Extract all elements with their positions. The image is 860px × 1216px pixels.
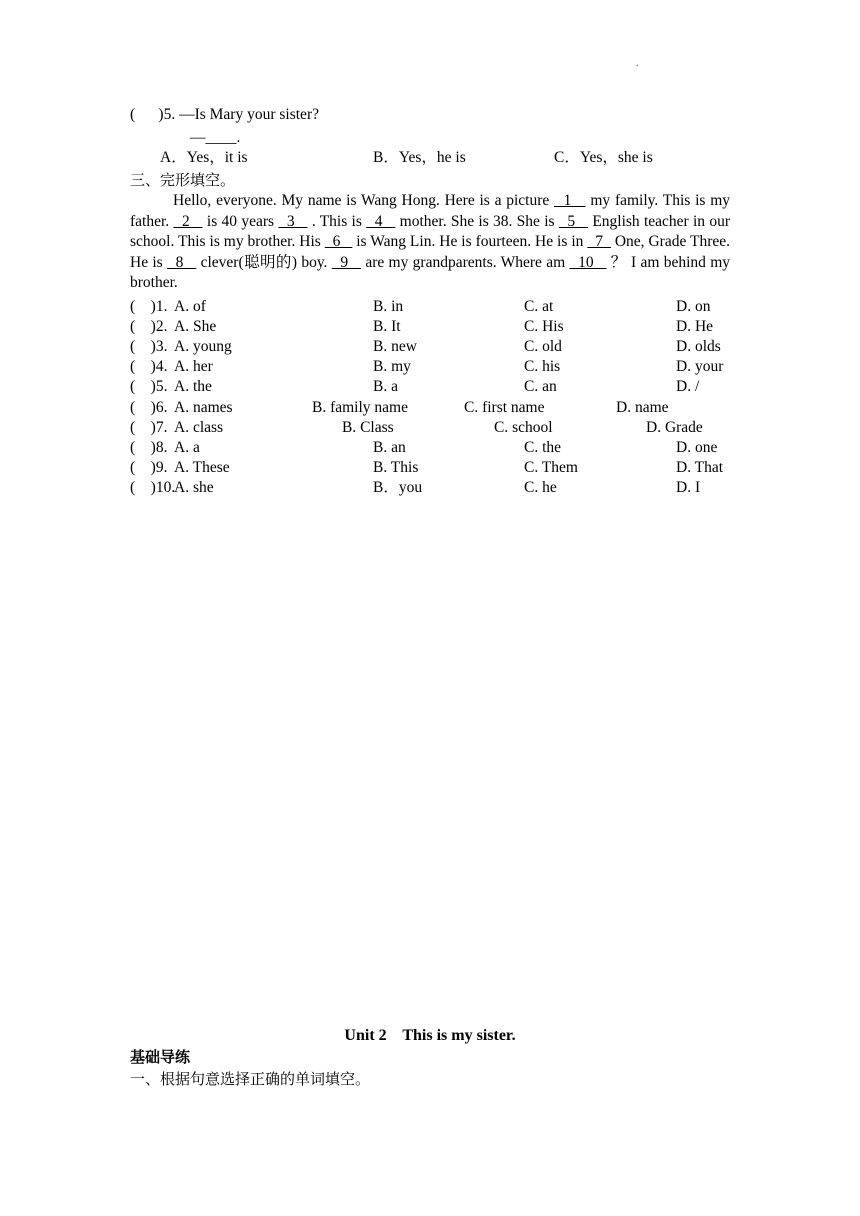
- question-number: ( )3.: [130, 338, 168, 356]
- passage-blank: 5: [558, 212, 589, 230]
- question-row: [130, 297, 740, 317]
- question-number: ( )7.: [130, 418, 168, 436]
- option-a: A. her: [174, 358, 213, 376]
- option-d: D. on: [676, 298, 711, 315]
- option-d: D. That: [676, 458, 724, 476]
- passage-text: is 40 years: [202, 212, 279, 230]
- option-d: D. He: [676, 318, 714, 336]
- option-b: B. an: [373, 438, 406, 456]
- passage-text: are my grandparents. Where am: [361, 253, 570, 271]
- option-b: B. family name: [312, 398, 408, 416]
- option-c: C. his: [524, 358, 561, 376]
- section1-title: 一、根据句意选择正确的单词填空。: [130, 1070, 371, 1088]
- option-c: C. an: [524, 378, 557, 396]
- q5-question: —Is Mary your sister?: [179, 106, 319, 123]
- passage-text: Hello, everyone. My name is Wang Hong. Here is a picture: [173, 192, 555, 209]
- option-b: B. Class: [342, 418, 394, 436]
- passage-blank: 2: [173, 212, 203, 230]
- passage-blank: 7: [587, 233, 611, 250]
- unit-title: Unit 2 This is my sister.: [344, 1027, 516, 1044]
- passage-text: is Wang Lin. He is fourteen. He is in: [352, 233, 588, 250]
- question-row: [130, 478, 740, 498]
- option-c: C. the: [524, 438, 562, 456]
- passage-text: mother. She is 38. She is: [395, 212, 559, 230]
- option-c: C. first name: [464, 398, 545, 416]
- question-number: ( )5.: [130, 378, 168, 396]
- question-row: [130, 317, 740, 337]
- option-b: B. my: [373, 358, 411, 376]
- q5-option-c: C．Yes，she is: [554, 149, 653, 166]
- question-row: [130, 438, 740, 458]
- q5-prefix: ( )5.: [130, 106, 180, 123]
- option-a: A. names: [174, 398, 233, 416]
- question-number: ( )10.: [130, 478, 176, 496]
- passage-blank: 1: [554, 192, 586, 209]
- q5-options: [130, 148, 740, 168]
- passage-text: ？ I am behind my brother.: [130, 253, 731, 291]
- passage-blank: 10: [569, 253, 607, 271]
- question-row: [130, 418, 740, 438]
- passage-text: clever(聪明的) boy.: [196, 253, 332, 271]
- option-d: D. olds: [676, 338, 721, 356]
- option-d: D. name: [616, 398, 669, 416]
- passage-blank: 6: [324, 233, 353, 250]
- passage-body: [130, 192, 730, 291]
- option-b: B. in: [373, 298, 404, 315]
- option-c: C. Them: [524, 458, 578, 476]
- option-c: C. school: [494, 418, 553, 436]
- option-d: D. your: [676, 358, 724, 376]
- option-d: D. Grade: [646, 418, 703, 436]
- question-number: ( )8.: [130, 438, 168, 456]
- option-a: A. she: [174, 478, 214, 496]
- option-a: A. the: [174, 378, 212, 396]
- q5-option-a: A．Yes，it is: [160, 149, 248, 166]
- option-b: B. This: [373, 458, 419, 476]
- option-a: A. class: [174, 418, 224, 436]
- option-b: B．you: [373, 478, 423, 496]
- option-a: A. of: [174, 298, 206, 315]
- question-number: ( )1.: [130, 298, 168, 315]
- section3-title: 三、完形填空。: [130, 171, 236, 189]
- q5-answer-line: —____.: [190, 129, 241, 146]
- option-d: D. I: [676, 478, 701, 496]
- question-row: [130, 458, 740, 478]
- option-c: C. he: [524, 478, 557, 496]
- passage-blank: 4: [366, 212, 396, 230]
- question-row: [130, 377, 740, 397]
- question-row: [130, 357, 740, 377]
- passage-blank: 9: [331, 253, 362, 271]
- option-c: C. old: [524, 338, 562, 356]
- option-c: C. His: [524, 318, 564, 336]
- option-d: D. one: [676, 438, 718, 456]
- question-number: ( )4.: [130, 358, 168, 376]
- basic-practice-heading: 基础导练: [130, 1048, 191, 1066]
- option-b: B. a: [373, 378, 398, 396]
- passage-text: . This is: [307, 212, 367, 230]
- option-a: A. a: [174, 438, 200, 456]
- q5-option-b: B．Yes，he is: [373, 149, 466, 166]
- option-d: D. /: [676, 378, 700, 396]
- cloze-passage: [130, 191, 730, 294]
- option-c: C. at: [524, 298, 554, 315]
- option-a: A. She: [174, 318, 217, 336]
- question-number: ( )9.: [130, 458, 168, 476]
- option-a: A. young: [174, 338, 232, 356]
- question-number: ( )2.: [130, 318, 168, 336]
- passage-text: my family. This is my father.: [130, 192, 730, 230]
- option-b: B. It: [373, 318, 401, 336]
- q5-question-line: [130, 105, 319, 125]
- passage-text: English teacher in our school. This is my brother. His: [130, 212, 730, 250]
- question-number: ( )6.: [130, 398, 168, 416]
- question-row: [130, 398, 740, 418]
- passage-blank: 8: [167, 253, 197, 271]
- passage-text: One, Grade Three. He is: [130, 233, 731, 271]
- option-a: A. These: [174, 458, 230, 476]
- question-row: [130, 337, 740, 357]
- passage-blank: 3: [278, 212, 308, 230]
- option-b: B. new: [373, 338, 417, 356]
- header-dot: .: [636, 58, 639, 69]
